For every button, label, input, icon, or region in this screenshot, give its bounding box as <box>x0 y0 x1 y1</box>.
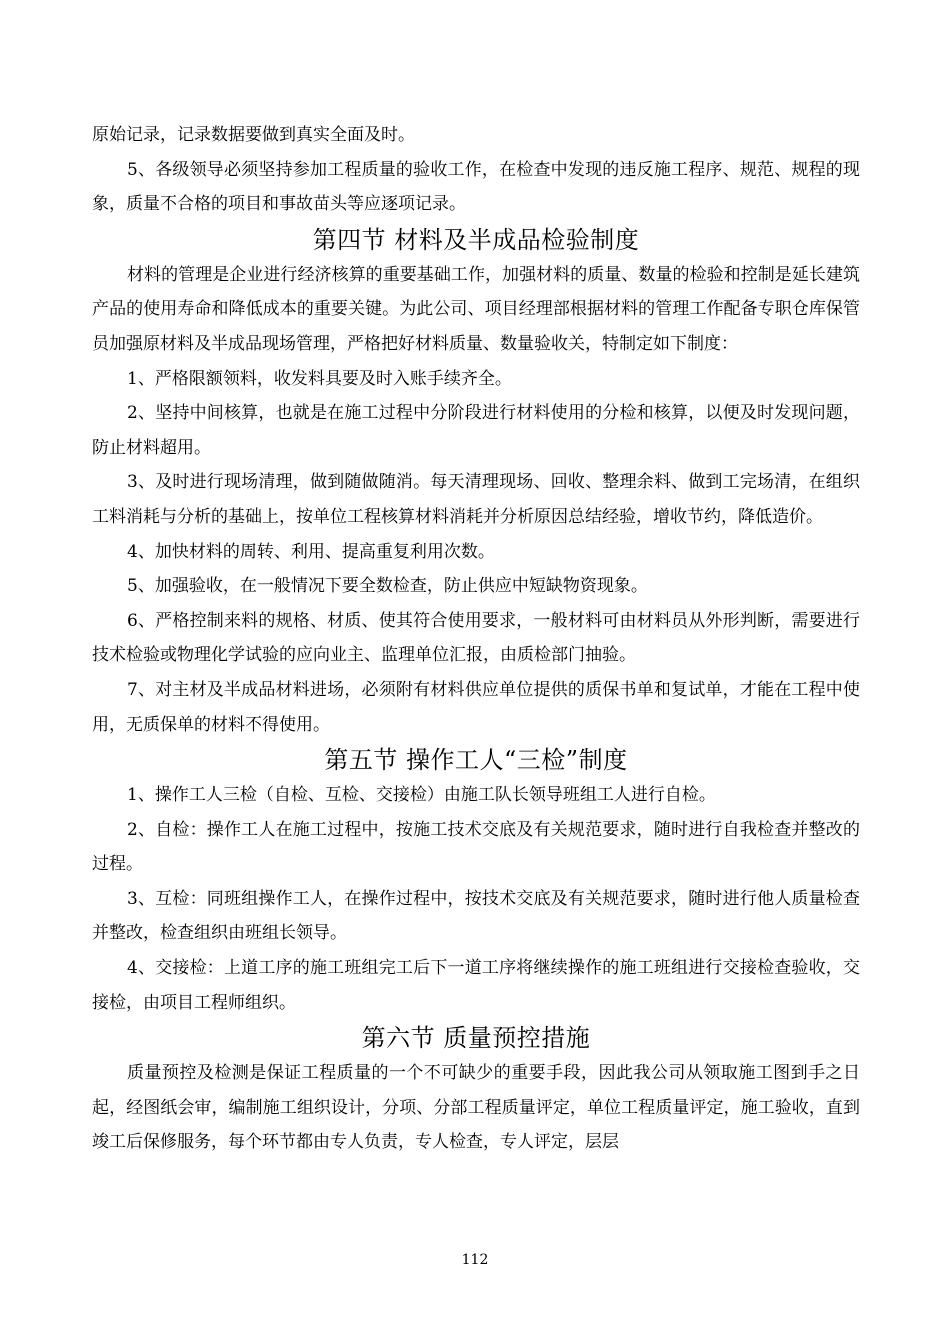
list-item: 6、严格控制来料的规格、材质、使其符合使用要求，一般材料可由材料员从外形判断，需要进行技术检验或物理化学试验的应向业主、监理单位汇报，由质检部门抽验。 <box>92 610 860 666</box>
paragraph: 材料的管理是企业进行经济核算的重要基础工作，加强材料的质量、数量的检验和控制是延长建筑产品的使用寿命和降低成本的重要关键。为此公司、项目经理部根据材料的管理工作配备专职仓库保管员加强原材料及半成品现场管理，严格把好材料质量、数量验收关，特制定如下制度： <box>92 264 860 354</box>
page-content <box>92 118 860 1160</box>
list-item: 2、自检：操作工人在施工过程中，按施工技术交底及有关规范要求，随时进行自我检查并整改的过程。 <box>92 819 860 875</box>
list-item: 2、坚持中间核算，也就是在施工过程中分阶段进行材料使用的分检和核算，以便及时发现问题，防止材料超用。 <box>92 403 860 458</box>
list-item: 3、互检：同班组操作工人，在操作过程中，按技术交底及有关规范要求，随时进行他人质量检查并整改，检查组织由班组长领导。 <box>92 888 860 944</box>
list-item: 7、对主材及半成品材料进场，必须附有材料供应单位提供的质保书单和复试单，才能在工程中使用，无质保单的材料不得使用。 <box>92 679 860 735</box>
list-item: 4、交接检：上道工序的施工班组完工后下一道工序将继续操作的施工班组进行交接检查验收，交接检，由项目工程师组织。 <box>92 958 860 1013</box>
paragraph: 质量预控及检测是保证工程质量的一个不可缺少的重要手段，因此我公司从领取施工图到手之日起，经图纸会审，编制施工组织设计，分项、分部工程质量评定，单位工程质量评定，施工验收，直到竣工后保修服务，每个环节都由专人负责，专人检查，专人评定，层层 <box>92 1063 860 1153</box>
list-item: 3、及时进行现场清理，做到随做随消。每天清理现场、回收、整理余料、做到工完场清，在组织工料消耗与分析的基础上，按单位工程核算材料消耗并分析原因总结经验，增收节约，降低造价。 <box>92 472 860 527</box>
section-heading: 第四节 材料及半成品检验制度 <box>312 225 640 254</box>
list-item: 1、严格限额领料，收发料具要及时入账手续齐全。 <box>127 368 512 389</box>
paragraph: 原始记录，记录数据要做到真实全面及时。 <box>92 125 415 145</box>
list-item: 5、加强验收，在一般情况下要全数检查，防止供应中短缺物资现象。 <box>127 576 648 597</box>
list-item: 4、加快材料的周转、利用、提高重复利用次数。 <box>127 541 495 562</box>
section-heading: 第五节 操作工人“三检”制度 <box>324 746 628 775</box>
page-number: 112 <box>461 1252 489 1268</box>
section-heading: 第六节 质量预控措施 <box>361 1024 591 1053</box>
list-item: 1、操作工人三检（自检、互检、交接检）由施工队长领导班组工人进行自检。 <box>127 785 716 806</box>
paragraph: 5、各级领导必须坚持参加工程质量的验收工作，在检查中发现的违反施工程序、规范、规程的现象，质量不合格的项目和事故苗头等应逐项记录。 <box>92 159 860 215</box>
